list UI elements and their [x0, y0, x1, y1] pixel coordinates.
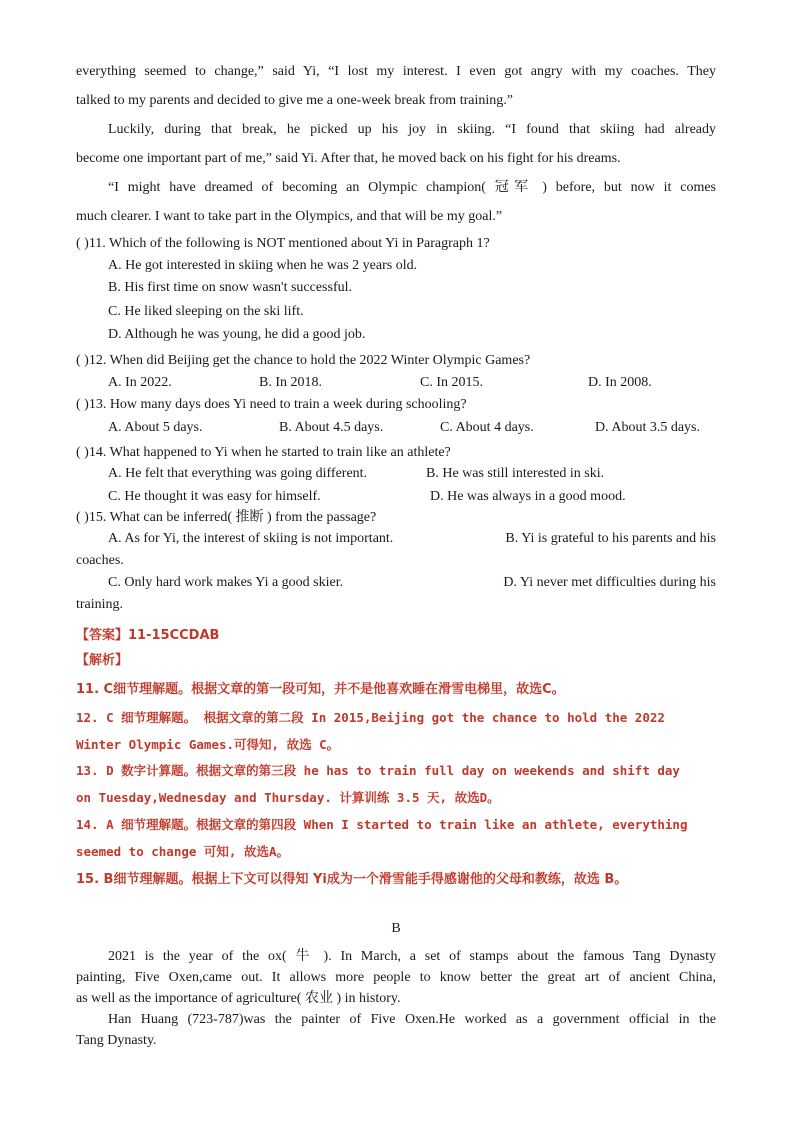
- question-12-stem: ( )12. When did Beijing get the chance to hold the 2022 Winter Olympic Games?: [76, 353, 531, 368]
- passage-b-heading: B: [391, 921, 401, 936]
- passage-a-line-3: Luckily, during that break, he picked up his joy in skiing. “I found that skiing had already: [108, 122, 716, 137]
- passage-a-line-5: “I might have dreamed of becoming an Olympic champion( 冠军 ) before, but now it comes: [108, 180, 716, 195]
- question-13-option-a: A. About 5 days.: [108, 420, 203, 435]
- question-15-option-a: A. As for Yi, the interest of skiing is not important.: [108, 531, 394, 546]
- passage-a-line-1: everything seemed to change,” said Yi, “I lost my interest. I even got angry with my coaches. They: [76, 64, 716, 79]
- passage-b-line-2: painting, Five Oxen,came out. It allows more people to know better the great art of ancient China,: [76, 970, 716, 985]
- question-11-option-b: B. His first time on snow wasn't successful.: [108, 280, 353, 295]
- question-14-option-a: A. He felt that everything was going different.: [108, 466, 368, 481]
- answer-key: 【答案】11-15CCDAB: [76, 628, 220, 643]
- question-14-option-d: D. He was always in a good mood.: [430, 489, 626, 504]
- question-14-option-c: C. He thought it was easy for himself.: [108, 489, 321, 504]
- question-15-option-b-cont: coaches.: [76, 553, 124, 568]
- analysis-line-12b: Winter Olympic Games.可得知, 故选 C。: [76, 737, 340, 752]
- question-15-option-b: B. Yi is grateful to his parents and his: [505, 531, 716, 546]
- analysis-line-13b: on Tuesday,Wednesday and Thursday. 计算训练 3.5 天, 故选D。: [76, 790, 500, 805]
- question-12-option-c: C. In 2015.: [420, 375, 483, 390]
- analysis-line-11: 11. C细节理解题。根据文章的第一段可知，并不是他喜欢睡在滑雪电梯里，故选C。: [76, 682, 565, 697]
- question-15-stem: ( )15. What can be inferred( 推断 ) from the passage?: [76, 510, 377, 525]
- passage-a-line-4: become one important part of me,” said Yi. After that, he moved back on his fight for his dreams.: [76, 151, 621, 166]
- analysis-line-13a: 13. D 数字计算题。根据文章的第三段 he has to train full day on weekends and shift day: [76, 763, 680, 778]
- question-12-option-d: D. In 2008.: [588, 375, 652, 390]
- analysis-line-14a: 14. A 细节理解题。根据文章的第四段 When I started to train like an athlete, everything: [76, 817, 688, 832]
- passage-a-line-6: much clearer. I want to take part in the Olympics, and that will be my goal.”: [76, 209, 503, 224]
- passage-b-line-4: Han Huang (723-787)was the painter of Five Oxen.He worked as a government official in the: [108, 1012, 716, 1027]
- question-13-stem: ( )13. How many days does Yi need to train a week during schooling?: [76, 397, 467, 412]
- question-12-option-b: B. In 2018.: [259, 375, 322, 390]
- question-11-option-c: C. He liked sleeping on the ski lift.: [108, 304, 304, 319]
- analysis-line-12a: 12. C 细节理解题。 根据文章的第二段 In 2015,Beijing got the chance to hold the 2022: [76, 710, 665, 725]
- question-15-option-d-cont: training.: [76, 597, 124, 612]
- question-13-option-d: D. About 3.5 days.: [595, 420, 700, 435]
- question-11-option-a: A. He got interested in skiing when he was 2 years old.: [108, 258, 418, 273]
- passage-b-line-1: 2021 is the year of the ox( 牛 ). In March, a set of stamps about the famous Tang Dynasty: [108, 949, 716, 964]
- analysis-title: 【解析】: [76, 653, 129, 668]
- analysis-line-14b: seemed to change 可知, 故选A。: [76, 844, 290, 859]
- question-14-option-b: B. He was still interested in ski.: [426, 466, 605, 481]
- passage-b-line-5: Tang Dynasty.: [76, 1033, 157, 1048]
- analysis-line-15: 15. B细节理解题。根据上下文可以得知 Yi成为一个滑雪能手得感谢他的父母和教练，故选 B。: [76, 872, 628, 887]
- question-13-option-b: B. About 4.5 days.: [279, 420, 384, 435]
- question-15-option-c: C. Only hard work makes Yi a good skier.: [108, 575, 344, 590]
- passage-a-line-2: talked to my parents and decided to give me a one-week break from training.”: [76, 93, 513, 108]
- question-15-option-d: D. Yi never met difficulties during his: [503, 575, 716, 590]
- question-12-option-a: A. In 2022.: [108, 375, 172, 390]
- question-14-stem: ( )14. What happened to Yi when he started to train like an athlete?: [76, 445, 451, 460]
- passage-b-line-3: as well as the importance of agriculture( 农业 ) in history.: [76, 991, 401, 1006]
- question-11-option-d: D. Although he was young, he did a good job.: [108, 327, 366, 342]
- question-11-stem: ( )11. Which of the following is NOT mentioned about Yi in Paragraph 1?: [76, 236, 490, 251]
- question-13-option-c: C. About 4 days.: [440, 420, 534, 435]
